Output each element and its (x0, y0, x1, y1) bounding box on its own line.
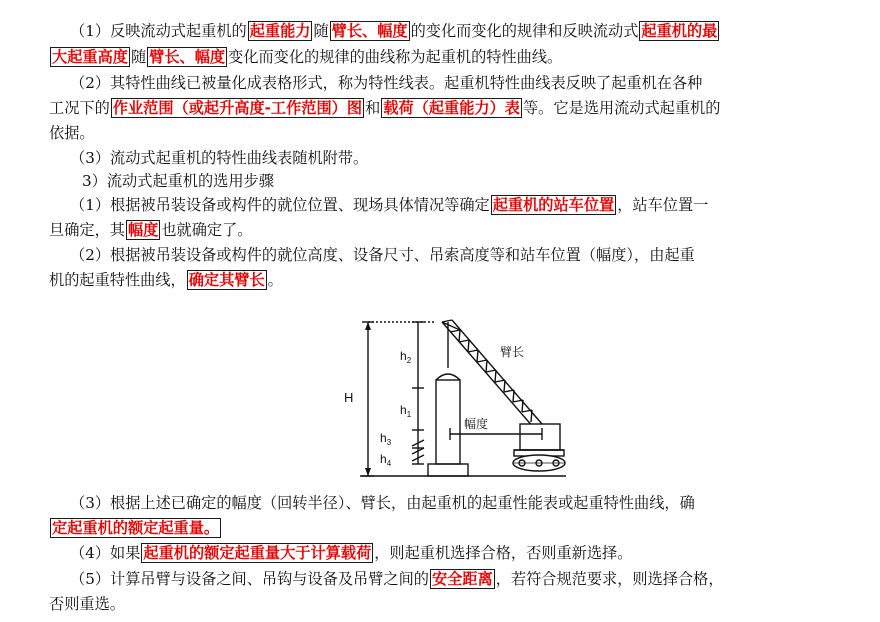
line-8 (70, 192, 880, 218)
text-segment: （2）其特性曲线已被量化成表格形式，称为特性线表。起重机特性曲线表反映了起重机在各种 (70, 74, 703, 92)
line-14 (70, 540, 880, 566)
text-segment: 随 (130, 48, 147, 66)
text-segment: 和 (365, 99, 381, 117)
highlighted-term: 臂长、幅度 (331, 22, 408, 40)
text-segment: 机的起重特性曲线， (49, 271, 186, 289)
highlighted-term: 确定其臂长 (188, 271, 265, 289)
line-9 (49, 217, 880, 243)
line-10 (70, 242, 880, 268)
crane-boom (442, 320, 542, 428)
text-segment: （2）根据被吊装设备或构件的就位高度、设备尺寸、吊索高度等和站车位置（幅度），由起重 (70, 246, 695, 264)
line-15 (70, 566, 880, 592)
text-segment: 也就确定了。 (161, 221, 253, 239)
crane-body (513, 424, 565, 471)
text-segment: 依据。 (49, 124, 95, 142)
highlighted-term: 起重机的站车位置 (492, 196, 615, 214)
text-segment: 变化而变化的规律的曲线称为起重机的特性曲线。 (228, 48, 563, 66)
label-H: H (344, 390, 354, 405)
highlighted-term: 载荷（起重能力）表 (383, 99, 520, 117)
line-13 (49, 515, 880, 541)
highlighted-term: 起重机的最 (641, 22, 718, 40)
line-3 (70, 70, 880, 96)
line-1 (70, 18, 880, 44)
text-segment: 工况下的 (49, 99, 110, 117)
text-segment: （1）反映流动式起重机的 (70, 22, 247, 40)
label-h2: $h_2$ (400, 349, 412, 365)
text-segment: ，站车位置一 (617, 196, 709, 214)
highlighted-term: 安全距离 (431, 570, 493, 588)
text-segment: （3）根据上述已确定的幅度（回转半径）、臂长，由起重机的起重性能表或起重特性曲线，确 (70, 494, 695, 512)
label-boom-length: 臂长 (500, 345, 525, 359)
highlighted-term: 定起重机的额定起重量。 (52, 519, 220, 537)
text-segment: ，若符合规范要求，则选择合格， (495, 570, 724, 588)
foundation (428, 464, 468, 476)
text-segment: （4）如果 (70, 544, 141, 562)
text-segment: 等。它是选用流动式起重机的 (522, 99, 721, 117)
highlighted-term: 幅度 (127, 221, 159, 239)
line-2 (49, 44, 880, 70)
text-segment: 旦确定，其 (49, 221, 125, 239)
text-segment: 的变化而变化的规律和反映流动式 (410, 22, 639, 40)
text-segment: 。 (267, 271, 283, 289)
label-h3: $h_3$ (380, 431, 392, 447)
text-segment: 3）流动式起重机的选用步骤 (82, 172, 274, 190)
label-h4: $h_4$ (380, 452, 392, 468)
text-segment: ，则起重机选择合格，否则重新选择。 (374, 544, 633, 562)
highlighted-term: 臂长、幅度 (149, 48, 226, 66)
line-11 (49, 267, 880, 293)
highlighted-term: 大起重高度 (52, 48, 128, 66)
line-12 (70, 490, 880, 516)
line-4 (49, 95, 880, 121)
text-segment: （1）根据被吊装设备或构件的就位位置、现场具体情况等确定 (70, 196, 490, 214)
label-h1: $h_1$ (400, 403, 412, 419)
highlighted-term: 起重能力 (249, 22, 311, 40)
crane-diagram (338, 318, 568, 483)
line-5 (49, 120, 880, 146)
lifted-equipment (436, 380, 460, 464)
text-segment: 随 (313, 22, 329, 40)
text-segment: 否则重选。 (49, 595, 125, 613)
text-segment: （3）流动式起重机的特性曲线表随机附带。 (70, 149, 369, 167)
label-radius: 幅度 (464, 417, 489, 431)
highlighted-term: 作业范围（或起升高度-工作范围）图 (112, 99, 363, 117)
highlighted-term: 起重机的额定起重量大于计算载荷 (143, 544, 372, 562)
text-segment: （5）计算吊臂与设备之间、吊钩与设备及吊臂之间的 (70, 570, 429, 588)
line-7 (82, 168, 880, 194)
line-16 (49, 591, 880, 617)
